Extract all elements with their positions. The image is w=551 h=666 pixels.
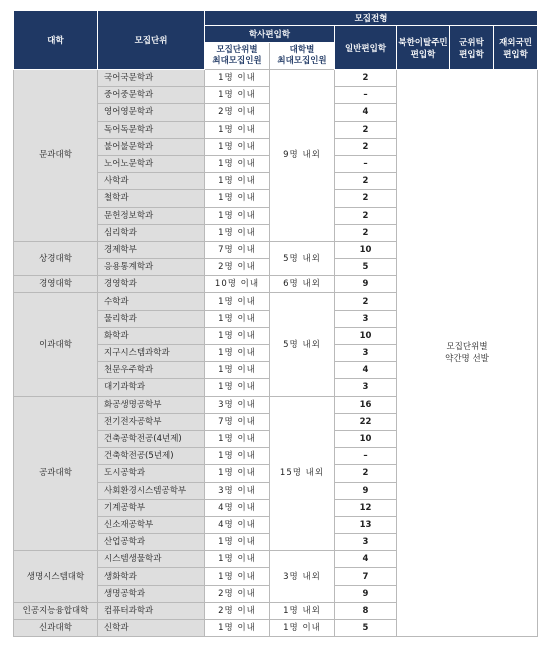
- college-name: 이과대학: [14, 293, 98, 396]
- header-military-entrust: [450, 26, 494, 70]
- general-transfer-count: 2: [335, 293, 397, 310]
- header-max-per-unit: [205, 43, 270, 70]
- unit-max-quota: 1명 이내: [205, 207, 270, 224]
- general-transfer-count: 9: [335, 482, 397, 499]
- unit-max-quota: 3명 이내: [205, 482, 270, 499]
- unit-name: 건축공학전공(4년제): [98, 430, 205, 447]
- header-recruit-type: 모집전형: [205, 11, 538, 26]
- unit-max-quota: 1명 이내: [205, 534, 270, 551]
- college-name: 문과대학: [14, 70, 98, 242]
- college-max-quota: 3명 내외: [270, 551, 335, 603]
- college-max-quota: 15명 내외: [270, 396, 335, 551]
- college-name: 경영대학: [14, 276, 98, 293]
- general-transfer-count: 10: [335, 327, 397, 344]
- unit-name: 화공생명공학부: [98, 396, 205, 413]
- college-name: 공과대학: [14, 396, 98, 551]
- unit-max-quota: 1명 이내: [205, 70, 270, 87]
- general-transfer-count: 2: [335, 224, 397, 241]
- header-max-per-college-line1: 대학별: [289, 45, 315, 55]
- unit-name: 수학과: [98, 293, 205, 310]
- general-transfer-count: 3: [335, 534, 397, 551]
- unit-max-quota: 1명 이내: [205, 190, 270, 207]
- unit-name: 국어국문학과: [98, 70, 205, 87]
- unit-name: 경제학부: [98, 241, 205, 258]
- unit-max-quota: 4명 이내: [205, 499, 270, 516]
- general-transfer-count: 2: [335, 465, 397, 482]
- college-name: 인공지능융합대학: [14, 602, 98, 619]
- general-transfer-count: 9: [335, 276, 397, 293]
- header-max-per-college: [270, 43, 335, 70]
- unit-max-quota: 1명 이내: [205, 155, 270, 172]
- unit-name: 생명공학과: [98, 585, 205, 602]
- college-name: 상경대학: [14, 241, 98, 275]
- unit-max-quota: 1명 이내: [205, 551, 270, 568]
- header-max-per-college-line2: 최대모집인원: [277, 56, 327, 66]
- unit-max-quota: 2명 이내: [205, 259, 270, 276]
- unit-max-quota: 1명 이내: [205, 224, 270, 241]
- unit-max-quota: 1명 이내: [205, 138, 270, 155]
- header-military-entrust-line1: 군위탁: [459, 37, 484, 48]
- header-overseas-korean: [494, 26, 538, 70]
- general-transfer-count: 12: [335, 499, 397, 516]
- general-transfer-count: 2: [335, 173, 397, 190]
- unit-max-quota: 7명 이내: [205, 241, 270, 258]
- header-nk-defector-line1: 북한이탈주민: [398, 37, 448, 48]
- special-note-line1: 모집단위별: [446, 342, 488, 353]
- college-max-quota: 9명 내외: [270, 70, 335, 242]
- general-transfer-count: 5: [335, 620, 397, 637]
- header-military-entrust-line2: 편입학: [459, 49, 484, 60]
- general-transfer-count: 4: [335, 551, 397, 568]
- unit-name: 경영학과: [98, 276, 205, 293]
- unit-max-quota: 1명 이내: [205, 327, 270, 344]
- general-transfer-count: –: [335, 155, 397, 172]
- unit-max-quota: 1명 이내: [205, 379, 270, 396]
- unit-max-quota: 2명 이내: [205, 602, 270, 619]
- unit-name: 물리학과: [98, 310, 205, 327]
- unit-max-quota: 1명 이내: [205, 345, 270, 362]
- unit-max-quota: 10명 이내: [205, 276, 270, 293]
- unit-name: 독어독문학과: [98, 121, 205, 138]
- unit-name: 도시공학과: [98, 465, 205, 482]
- header-academic-transfer: 학사편입학: [205, 26, 335, 43]
- unit-max-quota: 1명 이내: [205, 430, 270, 447]
- unit-max-quota: 7명 이내: [205, 413, 270, 430]
- unit-name: 생화학과: [98, 568, 205, 585]
- table-body: [14, 70, 538, 637]
- unit-name: 심리학과: [98, 224, 205, 241]
- unit-name: 영어영문학과: [98, 104, 205, 121]
- general-transfer-count: 2: [335, 207, 397, 224]
- general-transfer-count: 7: [335, 568, 397, 585]
- general-transfer-count: 8: [335, 602, 397, 619]
- unit-name: 불어불문학과: [98, 138, 205, 155]
- unit-max-quota: 1명 이내: [205, 620, 270, 637]
- unit-name: 지구시스템과학과: [98, 345, 205, 362]
- unit-name: 사회환경시스템공학부: [98, 482, 205, 499]
- general-transfer-count: 2: [335, 190, 397, 207]
- general-transfer-count: –: [335, 87, 397, 104]
- unit-name: 전기전자공학부: [98, 413, 205, 430]
- general-transfer-count: –: [335, 448, 397, 465]
- college-max-quota: 5명 내외: [270, 293, 335, 396]
- general-transfer-count: 13: [335, 516, 397, 533]
- unit-name: 기계공학부: [98, 499, 205, 516]
- header-general-transfer: 일반편입학: [335, 26, 397, 70]
- general-transfer-count: 4: [335, 362, 397, 379]
- unit-max-quota: 2명 이내: [205, 104, 270, 121]
- header-max-per-unit-line2: 최대모집인원: [212, 56, 262, 66]
- college-max-quota: 1명 이내: [270, 620, 335, 637]
- header-nk-defector: [397, 26, 450, 70]
- general-transfer-count: 2: [335, 121, 397, 138]
- unit-max-quota: 3명 이내: [205, 396, 270, 413]
- college-max-quota: 6명 내외: [270, 276, 335, 293]
- unit-max-quota: 1명 이내: [205, 362, 270, 379]
- unit-name: 신학과: [98, 620, 205, 637]
- unit-name: 대기과학과: [98, 379, 205, 396]
- unit-name: 천문우주학과: [98, 362, 205, 379]
- general-transfer-count: 3: [335, 379, 397, 396]
- unit-max-quota: 1명 이내: [205, 173, 270, 190]
- unit-name: 건축학전공(5년제): [98, 448, 205, 465]
- general-transfer-count: 4: [335, 104, 397, 121]
- general-transfer-count: 2: [335, 138, 397, 155]
- unit-name: 사학과: [98, 173, 205, 190]
- general-transfer-count: 16: [335, 396, 397, 413]
- unit-name: 노어노문학과: [98, 155, 205, 172]
- college-name: 신과대학: [14, 620, 98, 637]
- unit-max-quota: 1명 이내: [205, 568, 270, 585]
- header-nk-defector-line2: 편입학: [410, 49, 436, 60]
- unit-max-quota: 1명 이내: [205, 465, 270, 482]
- general-transfer-count: 10: [335, 241, 397, 258]
- table-row: [14, 70, 538, 87]
- general-transfer-count: 2: [335, 70, 397, 87]
- general-transfer-count: 22: [335, 413, 397, 430]
- unit-name: 산업공학과: [98, 534, 205, 551]
- unit-max-quota: 1명 이내: [205, 448, 270, 465]
- general-transfer-count: 10: [335, 430, 397, 447]
- college-max-quota: 5명 내외: [270, 241, 335, 275]
- unit-name: 신소재공학부: [98, 516, 205, 533]
- unit-name: 시스템생물학과: [98, 551, 205, 568]
- unit-name: 컴퓨터과학과: [98, 602, 205, 619]
- unit-name: 철학과: [98, 190, 205, 207]
- unit-max-quota: 1명 이내: [205, 293, 270, 310]
- header-overseas-korean-line2: 편입학: [503, 49, 528, 60]
- header-max-per-unit-line1: 모집단위별: [216, 45, 258, 55]
- general-transfer-count: 9: [335, 585, 397, 602]
- general-transfer-count: 3: [335, 345, 397, 362]
- header-college: 대학: [14, 11, 98, 70]
- college-max-quota: 1명 내외: [270, 602, 335, 619]
- college-name: 생명시스템대학: [14, 551, 98, 603]
- header-overseas-korean-line1: 재외국민: [499, 37, 532, 48]
- special-note-line2: 약간명 선발: [445, 354, 489, 365]
- unit-name: 응용통계학과: [98, 259, 205, 276]
- general-transfer-count: 5: [335, 259, 397, 276]
- unit-max-quota: 1명 이내: [205, 121, 270, 138]
- header-unit: 모집단위: [98, 11, 205, 70]
- admission-table: [13, 10, 538, 637]
- unit-name: 화학과: [98, 327, 205, 344]
- special-transfer-note: [397, 70, 538, 637]
- unit-max-quota: 1명 이내: [205, 310, 270, 327]
- unit-name: 문헌정보학과: [98, 207, 205, 224]
- general-transfer-count: 3: [335, 310, 397, 327]
- unit-max-quota: 1명 이내: [205, 87, 270, 104]
- unit-max-quota: 2명 이내: [205, 585, 270, 602]
- unit-name: 중어중문학과: [98, 87, 205, 104]
- unit-max-quota: 4명 이내: [205, 516, 270, 533]
